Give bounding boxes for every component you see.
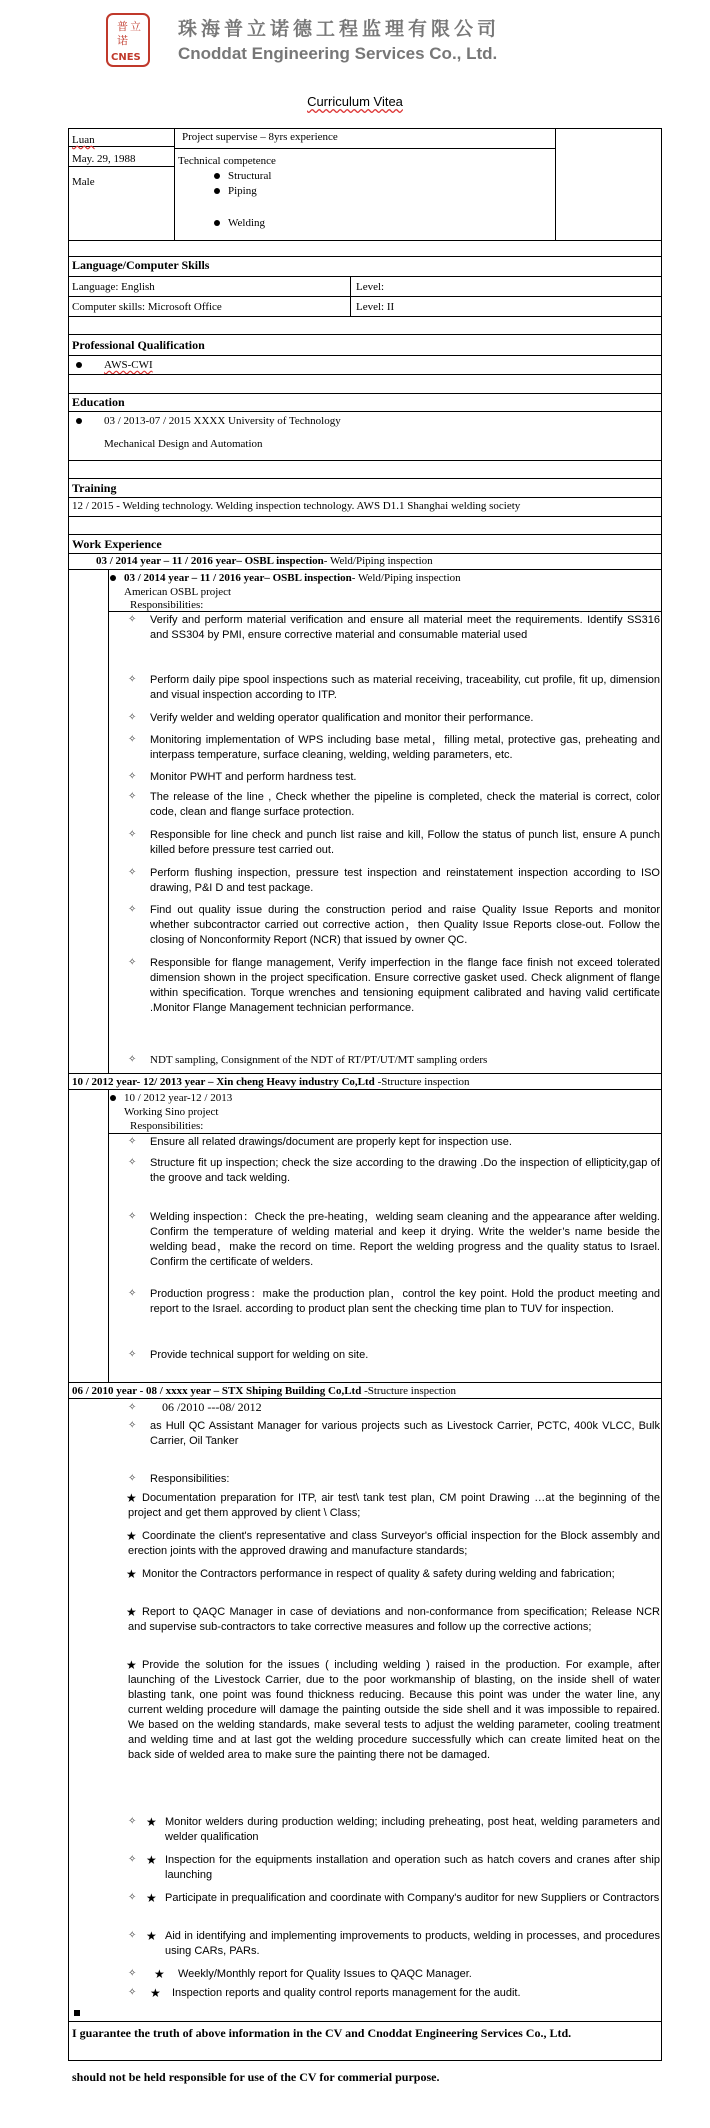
job3-dia-star-item: Weekly/Monthly report for Quality Issues to QAQC Manager.: [178, 1968, 472, 1980]
diamond-bullet-icon: ✧: [128, 829, 137, 840]
row-line: [68, 316, 662, 317]
job3-resp: Responsibilities:: [150, 1473, 230, 1485]
row-line: [68, 497, 662, 498]
job3-dia-star-item: Monitor welders during production welding; including preheating, post heat, welding parameters and welder qualification: [165, 1816, 660, 1843]
row-line: [68, 276, 662, 277]
job2-sub: 10 / 2012 year-12 / 2013: [124, 1092, 233, 1104]
profile-row-line: [68, 166, 175, 167]
job3-header: [72, 1384, 456, 1398]
job2-item: Structure fit up inspection; check the size according to the drawing .Do the inspection of ellipticity,gap of the groove and tack welding.: [150, 1157, 660, 1184]
education-title: Education: [72, 395, 125, 409]
job2-item: Ensure all related drawings/document are properly kept for inspection use.: [150, 1136, 512, 1148]
diamond-bullet-icon: ✧: [128, 1211, 137, 1222]
star-bullet-icon: ★: [126, 1567, 137, 1581]
job1-header: [96, 554, 433, 568]
company-name-en: Cnoddat Engineering Services Co., Ltd.: [178, 44, 498, 63]
row-line: [68, 1073, 662, 1074]
job1-header-rest: - Weld/Piping inspection: [323, 555, 433, 567]
competence-item: Piping: [228, 185, 257, 197]
job1-project: American OSBL project: [124, 586, 232, 598]
row-line: [108, 1133, 662, 1134]
row-line: [68, 1382, 662, 1383]
star-bullet-icon: ★: [126, 1491, 137, 1505]
row-line: [68, 355, 662, 356]
table-border-top: [68, 128, 662, 129]
job2-resp: Responsibilities:: [130, 1120, 204, 1132]
row-line: [68, 516, 662, 517]
profile-name: Luan: [72, 134, 95, 146]
diamond-bullet-icon: ✧: [128, 1402, 137, 1413]
bullet-icon: [214, 188, 220, 194]
table-border-right: [661, 128, 662, 2060]
row-line: [68, 534, 662, 535]
job1-sub-bold: 03 / 2014 year – 11 / 2016 year– OSBL inspection: [124, 572, 352, 584]
language-value: Language: English: [72, 281, 155, 293]
row-line: [68, 374, 662, 375]
star-bullet-icon: ★: [126, 1658, 137, 1672]
bullet-icon: [76, 418, 82, 424]
diamond-bullet-icon: ✧: [128, 712, 137, 723]
square-bullet-icon: [74, 2010, 80, 2016]
competence-item: Welding: [228, 217, 265, 229]
job1-item: Responsible for line check and punch list raise and kill, Follow the status of punch list, ensure A punch killed before pressure test carried out.: [150, 829, 660, 856]
diamond-bullet-icon: ✧: [128, 1892, 137, 1903]
svg-text:CNES: CNES: [111, 52, 141, 63]
diamond-bullet-icon: ✧: [128, 1968, 137, 1979]
bullet-icon: [214, 220, 220, 226]
diamond-bullet-icon: ✧: [128, 1288, 137, 1299]
diamond-bullet-icon: ✧: [128, 674, 137, 685]
job3-header-bold: 06 / 2010 year - 08 / xxxx year – STX Shiping Building Co,Ltd: [72, 1385, 362, 1397]
job1-item: Perform daily pipe spool inspections such as material receiving, traceability, cut profile, fit up, dimension and visual inspection according to ITP.: [150, 674, 660, 701]
language-title: Language/Computer Skills: [72, 258, 210, 272]
diamond-bullet-icon: ✧: [128, 771, 137, 782]
row-line: [68, 460, 662, 461]
job1-item: Monitoring implementation of WPS including base metal，filling metal, protective gas, preheating and interpass temperature, surface cleaning, welding, welding parameters, etc.: [150, 734, 660, 761]
job3-star-item: Monitor the Contractors performance in respect of quality & safety during welding and fabrication;: [142, 1568, 615, 1580]
job3-dia-star-item: Aid in identifying and implementing improvements to products, welding in processes, and procedures using CARs, PARs.: [165, 1930, 660, 1957]
star-bullet-icon: ★: [146, 1853, 157, 1867]
job3-star-item: Coordinate the client's representative and class Surveyor's official inspection for the Block assembly and erection joints with the approved drawing and manufacture standards;: [128, 1530, 660, 1557]
row-line: [68, 569, 662, 570]
job3-sub: 06 /2010 ---08/ 2012: [162, 1400, 262, 1414]
row-line: [68, 478, 662, 479]
job1-sub-rest: - Weld/Piping inspection: [351, 572, 461, 584]
job3-star-item: Report to QAQC Manager in case of deviations and non-conformance from specification; Release NCR and supervise sub-contractors to take corrective measures and follow up the corrective actions;: [128, 1606, 660, 1633]
bullet-icon: [110, 575, 116, 581]
svg-text:诺: 诺: [117, 34, 128, 47]
job3-dia-star-item: Inspection reports and quality control reports management for the audit.: [172, 1987, 521, 1999]
diamond-bullet-icon: ✧: [128, 1816, 137, 1827]
diamond-bullet-icon: ✧: [128, 904, 137, 915]
diamond-bullet-icon: ✧: [128, 1473, 137, 1484]
bullet-icon: [76, 362, 82, 368]
row-line: [68, 296, 662, 297]
work-title: Work Experience: [72, 537, 162, 551]
job1-item: NDT sampling, Consignment of the NDT of RT/PT/UT/MT sampling orders: [150, 1054, 488, 1066]
guarantee-line2: should not be held responsible for use of the CV for commerial purpose.: [72, 2070, 440, 2084]
diamond-bullet-icon: ✧: [128, 1987, 137, 1998]
guarantee-line1: I guarantee the truth of above information in the CV and Cnoddat Engineering Services Co., Ltd.: [72, 2026, 572, 2040]
job2-header-rest: -Structure inspection: [374, 1076, 470, 1088]
profile-gender: Male: [72, 176, 95, 188]
profile-dob: May. 29, 1988: [72, 153, 136, 165]
row-line: [68, 1398, 662, 1399]
training-text: 12 / 2015 - Welding technology. Welding inspection technology. AWS D1.1 Shanghai welding society: [72, 500, 521, 512]
diamond-bullet-icon: ✧: [128, 734, 137, 745]
document-title: [0, 94, 710, 109]
job3-star-item: Provide the solution for the issues ( including welding ) raised in the production. For example, after launching of the Livestock Carrier, due to the poor workmanship of blasting, on the inside shell of water blasting tank, one point was found thickness reducing. Because this point was under the water line, any current welding procedure will damage the painting outside the side shell and it was impossible to repaired. We based on the welding standards, make several tests to adjust the welding parameter, cooling treatment and welding time and at last got the welding procedure successfully which can create limited heat on the back side of welded area to make sure the painting there not be damaged.: [128, 1659, 660, 1761]
row-line: [68, 2021, 662, 2022]
job1-resp: Responsibilities:: [130, 599, 204, 611]
diamond-bullet-icon: ✧: [128, 1136, 137, 1147]
job1-item: Responsible for flange management, Verify imperfection in the flange face finish not exceed tolerated dimension shown in the project specification. Ensure corrective gasket used. Check alignment of flange within specification. Torque wrenches and tensioning equipment calibrated and having valid certificate .Monitor Flange Management technician performance.: [150, 957, 660, 1014]
company-logo: [106, 13, 150, 67]
qualification-title: Professional Qualification: [72, 338, 205, 352]
language-level: Level:: [356, 281, 385, 293]
job1-item: Verify and perform material verification and ensure all material meet the requirements. Identify SS316 and SS304 by PMI, ensure corrective material and consumable material used: [150, 614, 660, 641]
job1-item: Perform flushing inspection, pressure test inspection and reinstatement inspection according to ISO drawing, P&I D and test package.: [150, 867, 660, 894]
competence-label: Technical competence: [178, 155, 276, 167]
diamond-bullet-icon: ✧: [128, 957, 137, 968]
job3-dia-star-item: Inspection for the equipments installation and operation such as hatch covers and cranes after ship launching: [165, 1854, 660, 1881]
job1-item: Monitor PWHT and perform hardness test.: [150, 771, 357, 783]
row-line: [68, 240, 662, 241]
row-line: [68, 334, 662, 335]
job2-item: Welding inspection：Check the pre-heating，welding seam cleaning and the appearance after welding. Confirm the temperature of welding material and keep it drying. Write the welder’s name beside the welding bead，make the record on time. Report the welding progress and the quality status to Israel. Confirm the certificate of welders.: [150, 1211, 660, 1268]
star-bullet-icon: ★: [154, 1967, 165, 1981]
job1-item: Find out quality issue during the construction period and raise Quality Issue Reports and monitor whether subcontractor carried out corrective action，then Quality Issue Reports close-out. Follow the closing of Nonconformity Report (NCR) that issued by owner QC.: [150, 904, 660, 946]
svg-text:立: 立: [130, 20, 141, 33]
job1-header-bold: 03 / 2014 year – 11 / 2016 year– OSBL inspection: [96, 555, 324, 567]
education-line2: Mechanical Design and Automation: [104, 438, 263, 450]
profile-divider-right: [555, 128, 556, 240]
indent-line: [108, 569, 109, 1073]
star-bullet-icon: ★: [126, 1605, 137, 1619]
job2-project: Working Sino project: [124, 1106, 219, 1118]
education-line1: 03 / 2013-07 / 2015 XXXX University of Technology: [104, 415, 341, 427]
competence-item: Structural: [228, 170, 272, 182]
diamond-bullet-icon: ✧: [128, 791, 137, 802]
profile-row-line: [174, 148, 556, 149]
row-line: [68, 393, 662, 394]
bullet-icon: [214, 173, 220, 179]
diamond-bullet-icon: ✧: [128, 1054, 137, 1065]
job2-item: Production progress：make the production plan，control the key point. Hold the product meeting and report to the Israel. according to product plan sent the checking time plan to TUV for inspection.: [150, 1288, 660, 1315]
star-bullet-icon: ★: [146, 1929, 157, 1943]
row-line: [108, 611, 662, 612]
training-title: Training: [72, 481, 117, 495]
star-bullet-icon: ★: [146, 1891, 157, 1905]
job1-item: Verify welder and welding operator qualification and monitor their performance.: [150, 712, 534, 724]
job2-header: [72, 1075, 470, 1089]
svg-text:普: 普: [117, 20, 128, 33]
star-bullet-icon: ★: [146, 1815, 157, 1829]
row-line: [68, 1089, 662, 1090]
diamond-bullet-icon: ✧: [128, 867, 137, 878]
job3-dia-star-item: Participate in prequalification and coordinate with Company's auditor for new Suppliers or Contractors: [165, 1892, 660, 1904]
computer-skills: Computer skills: Microsoft Office: [72, 301, 222, 313]
profile-divider: [174, 128, 175, 240]
job3-star-item: Documentation preparation for ITP, air test\ tank test plan, CM point Drawing …at the beginning of the project and get them approved by client \ Class;: [128, 1492, 660, 1519]
job1-item: The release of the line , Check whether the pipeline is completed, check the material is correct, color code, clean and flange surface protection.: [150, 791, 660, 818]
row-line: [68, 411, 662, 412]
diamond-bullet-icon: ✧: [128, 1157, 137, 1168]
diamond-bullet-icon: ✧: [128, 1349, 137, 1360]
company-name-cn: 珠海普立诺德工程监理有限公司: [178, 18, 501, 40]
bullet-icon: [110, 1095, 116, 1101]
job2-item: Provide technical support for welding on site.: [150, 1349, 369, 1361]
row-line: [68, 256, 662, 257]
computer-level: Level: II: [356, 301, 395, 313]
job1-sub: [124, 571, 461, 585]
title-text: Curriculum Vitea: [307, 94, 403, 109]
qualification-item: AWS-CWI: [104, 359, 153, 371]
diamond-bullet-icon: ✧: [128, 1930, 137, 1941]
table-border-left: [68, 128, 69, 2060]
table-border-bottom: [68, 2060, 662, 2061]
star-bullet-icon: ★: [126, 1529, 137, 1543]
diamond-bullet-icon: ✧: [128, 1854, 137, 1865]
star-bullet-icon: ★: [150, 1986, 161, 2000]
diamond-bullet-icon: ✧: [128, 614, 137, 625]
diamond-bullet-icon: ✧: [128, 1420, 137, 1431]
job3-intro: as Hull QC Assistant Manager for various projects such as Livestock Carrier, PCTC, 400k VLCC, Bulk Carrier, Oil Tanker: [150, 1420, 660, 1447]
job2-header-bold: 10 / 2012 year- 12/ 2013 year – Xin cheng Heavy industry Co,Ltd: [72, 1076, 375, 1088]
job3-header-rest: -Structure inspection: [361, 1385, 457, 1397]
profile-role: Project supervise – 8yrs experience: [182, 131, 338, 143]
